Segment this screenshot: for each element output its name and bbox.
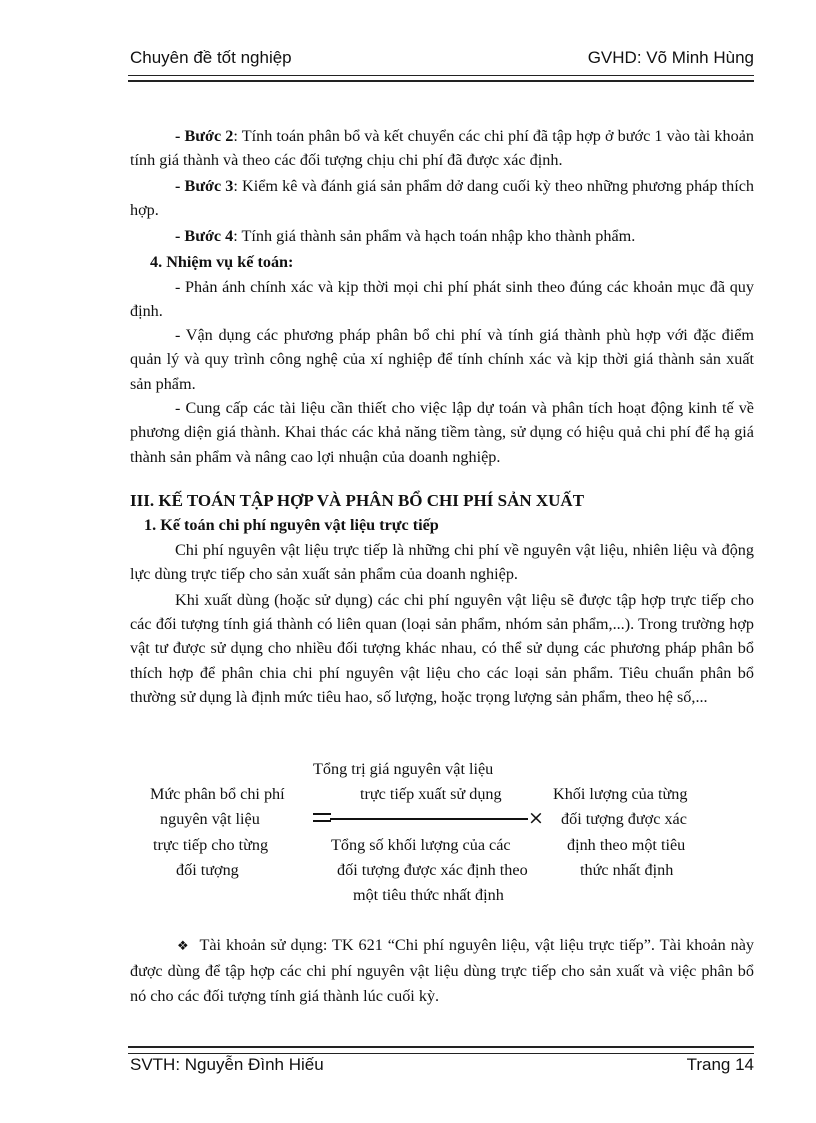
duty-3: - Cung cấp các tài liệu cần thiết cho việc lập dự toán và phân tích hoạt động kinh tế về phương diện giá thành. Khai thác các khả năng tiềm tàng, sử dụng có hiệu quả chi phí để hạ giá thành sản phẩm và nâng cao lợi nhuận của doanh nghiệp. (130, 399, 754, 466)
step-4-text: : Tính giá thành sản phẩm và hạch toán nhập kho thành phẩm. (233, 227, 636, 246)
header-rule (128, 75, 754, 82)
section-3-heading: III. KẾ TOÁN TẬP HỢP VÀ PHÂN BỔ CHI PHÍ SẢN XUẤT (130, 490, 585, 510)
material-definition: Chi phí nguyên vật liệu trực tiếp là những chi phí về nguyên vật liệu, nhiên liệu và động lực dùng trực tiếp cho sản xuất sản phẩm của doanh nghiệp. (130, 540, 754, 583)
duty-2: - Vận dụng các phương pháp phân bổ chi phí và tính giá thành phù hợp với đặc điểm quản lý và quy trình công nghệ của xí nghiệp để tính chính xác và kịp thời giá thành sản xuất sản phẩm. (130, 326, 754, 393)
page-header (130, 48, 754, 72)
step-2-label: - Bước 2 (175, 127, 234, 145)
footer-author: SVTH: Nguyễn Đình Hiếu (130, 1055, 324, 1074)
denominator-line-1: Tổng số khối lượng của các (331, 836, 511, 854)
account-block (130, 933, 754, 1008)
step-2-text: : Tính toán phân bổ và kết chuyển các chi phí đã tập hợp ở bước 1 vào tài khoản tính giá thành và theo các đối tượng chịu chi phí đã được xác định. (130, 127, 754, 170)
step-2 (130, 124, 754, 173)
step-3-label: - Bước 3 (175, 177, 234, 196)
equals-sign (313, 813, 331, 823)
section-4-heading: 4. Nhiệm vụ kế toán: (150, 253, 294, 272)
material-allocation: Khi xuất dùng (hoặc sử dụng) các chi phí nguyên vật liệu sẽ được tập hợp trực tiếp cho các đối tượng tính giá thành có liên quan (loại sản phẩm, nhóm sản phẩm,...). Trong trường hợp vật tư được sử dụng cho nhiều đối tượng khác nhau, có thể sử dụng các phương pháp phân bổ thích hợp để phân chia chi phí nguyên vật liệu cho các loại sản phẩm. Tiêu chuẩn phân bổ thường sử dụng là định mức tiêu hao, số lượng, hoặc trọng lượng sản phẩm, theo hệ số,... (130, 590, 754, 706)
right-line-4: thức nhất định (580, 861, 674, 879)
denominator-line-3: một tiêu thức nhất định (353, 886, 504, 904)
numerator-line-1: Tổng trị giá nguyên vật liệu (313, 760, 494, 778)
page-body (130, 124, 754, 709)
step-4 (130, 224, 754, 248)
denominator-line-2: đối tượng được xác định theo (337, 861, 528, 879)
step-3 (130, 174, 754, 223)
account-paragraph (130, 933, 754, 1008)
left-line-3: trực tiếp cho từng (153, 836, 269, 854)
page-number: Trang 14 (686, 1055, 754, 1074)
step-4-label: - Bước 4 (175, 227, 234, 246)
footer-rule (128, 1046, 754, 1054)
diamond-bullet-icon: ❖ (177, 939, 190, 954)
right-line-3: định theo một tiêu (567, 836, 686, 854)
times-sign: × (528, 807, 544, 829)
left-line-1: Mức phân bổ chi phí (150, 785, 285, 803)
right-line-1: Khối lượng của từng (553, 785, 688, 803)
numerator-line-2: trực tiếp xuất sử dụng (360, 785, 502, 803)
account-text: Tài khoản sử dụng: TK 621 “Chi phí nguyên liệu, vật liệu trực tiếp”. Tài khoản này được dùng để tập hợp các chi phí nguyên vật liệu dùng trực tiếp cho sản xuất và việc phân bổ nó cho các đối tượng tính giá thành lúc cuối kỳ. (130, 936, 755, 1005)
subsection-1-heading: 1. Kế toán chi phí nguyên vật liệu trực tiếp (144, 516, 439, 535)
fraction-bar (330, 818, 528, 820)
left-line-4: đối tượng (176, 861, 239, 879)
step-3-text: : Kiểm kê và đánh giá sản phẩm dở dang cuối kỳ theo những phương pháp thích hợp. (130, 177, 754, 220)
left-line-2: nguyên vật liệu (160, 810, 260, 828)
header-title: Chuyên đề tốt nghiệp (130, 48, 292, 67)
page-footer (130, 1055, 754, 1079)
duty-1: - Phản ánh chính xác và kịp thời mọi chi phí phát sinh theo đúng các khoản mục đã quy định. (130, 277, 754, 320)
header-advisor: GVHD: Võ Minh Hùng (587, 48, 754, 67)
right-line-2: đối tượng được xác (561, 810, 687, 828)
